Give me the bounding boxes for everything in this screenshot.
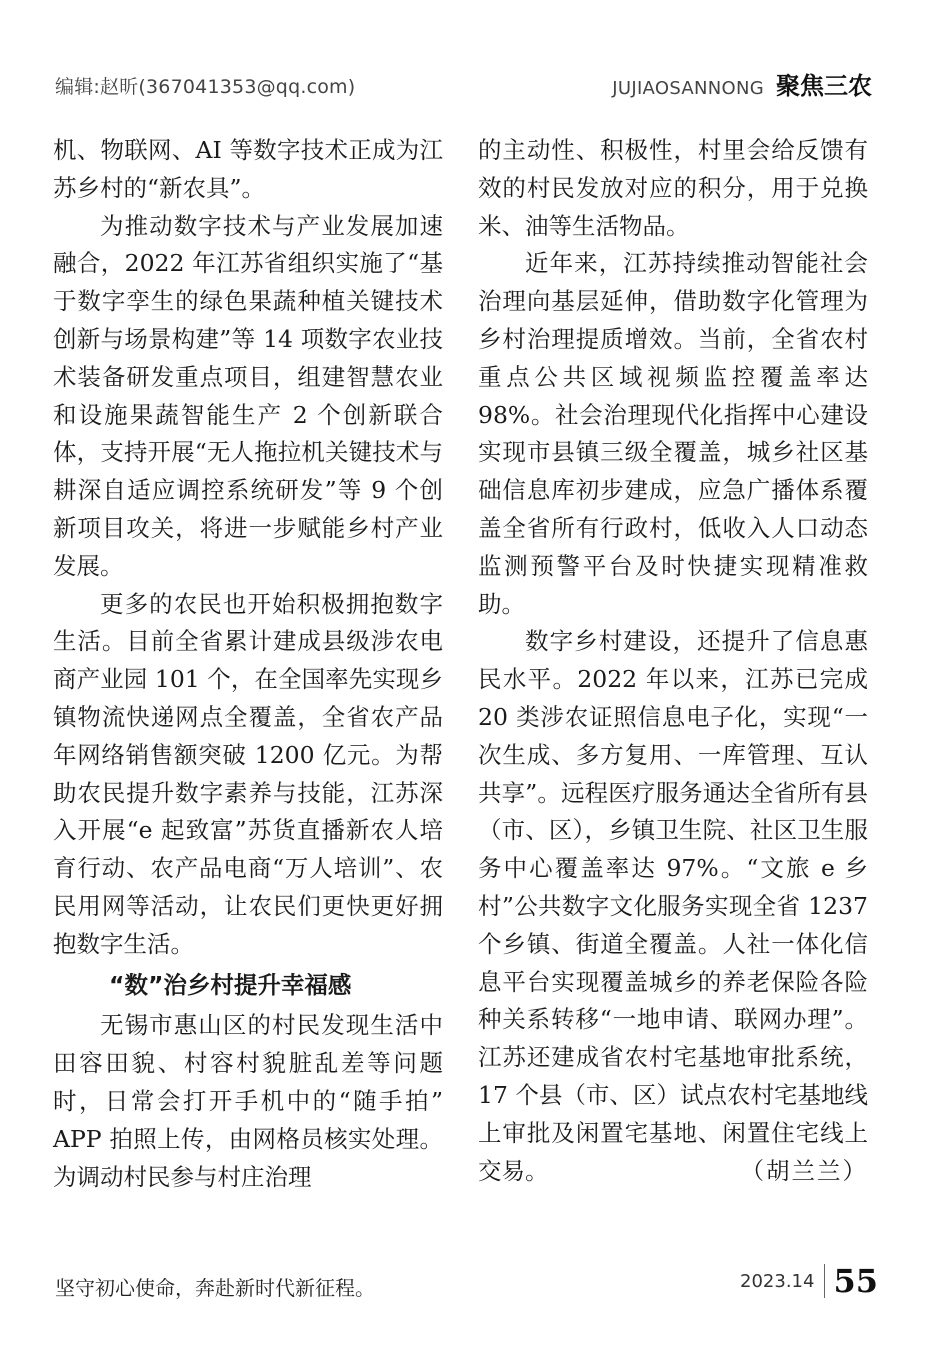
article-column-right	[478, 132, 868, 1190]
column-header	[612, 66, 872, 101]
column-name-en: JUJIAOSANNONG	[612, 78, 764, 99]
footer-divider	[824, 1264, 825, 1298]
footer-slogan: 坚守初心使命，奔赴新时代新征程。	[55, 1276, 375, 1300]
paragraph-text: 数字乡村建设，还提升了信息惠民水平。2022 年以来，江苏已完成 20 类涉农证照信息电子化，实现“一次生成、多方复用、一库管理、互认共享”。远程医疗服务通达全省所有县（市、区），乡镇卫生院、社区卫生服务中心覆盖率达 97%。“文旅 e 乡村”公共数字文化服务实现全省 1237 个乡镇、街道全覆盖。人社一体化信息平台实现覆盖城乡的养老保险各险种关系转移“一地申请、联网办理”。江苏还建成省农村宅基地审批系统，17 个县（市、区）试点农村宅基地线上审批及闲置宅基地、闲置住宅线上交易。	[478, 627, 868, 1185]
paragraph	[478, 623, 868, 1190]
paragraph: 无锡市惠山区的村民发现生活中田容田貌、村容村貌脏乱差等问题时，日常会打开手机中的“随手拍” APP 拍照上传，由网格员核实处理。为调动村民参与村庄治理	[53, 1011, 443, 1191]
paragraph: 更多的农民也开始积极拥抱数字生活。目前全省累计建成县级涉农电商产业园 101 个，在全国率先实现乡镇物流快递网点全覆盖，全省农产品年网络销售额突破 1200 亿元。为帮助农民提升数字素养与技能，江苏深入开展“e 起致富”苏货直播新农人培育行动、农产品电商“万人培训”、农民用网等活动，让农民们更快更好拥抱数字生活。	[53, 589, 443, 958]
paragraph: 近年来，江苏持续推动智能社会治理向基层延伸，借助数字化管理为乡村治理提质增效。当前，全省农村重点公共区域视频监控覆盖率达 98%。社会治理现代化指挥中心建设实现市县镇三级全覆盖，城乡社区基础信息库初步建成，应急广播体系覆盖全省所有行政村，低收入人口动态监测预警平台及时快捷实现精准救助。	[478, 249, 868, 618]
issue-number: 2023.14	[740, 1270, 815, 1292]
column-name-zh: 聚焦三农	[776, 72, 872, 100]
footer-page-info	[740, 1262, 878, 1300]
section-heading: “数”治乡村提升幸福感	[109, 970, 352, 999]
editor-credit: 编辑:赵昕(367041353@qq.com)	[55, 76, 356, 98]
article-column-left	[53, 132, 443, 1196]
paragraph: 机、物联网、AI 等数字技术正成为江苏乡村的“新农具”。	[53, 136, 443, 202]
paragraph: 为推动数字技术与产业发展加速融合，2022 年江苏省组织实施了“基于数字孪生的绿色果蔬种植关键技术创新与场景构建”等 14 项数字农业技术装备研发重点项目，组建智慧农业和设施果蔬智能生产 2 个创新联合体，支持开展“无人拖拉机关键技术与耕深自适应调控系统研发”等 9 个创新项目攻关，将进一步赋能乡村产业发展。	[53, 211, 443, 580]
page-number: 55	[833, 1262, 878, 1300]
paragraph: 的主动性、积极性，村里会给反馈有效的村民发放对应的积分，用于兑换米、油等生活物品。	[478, 136, 868, 240]
author-byline: （胡兰兰）	[740, 1156, 868, 1185]
